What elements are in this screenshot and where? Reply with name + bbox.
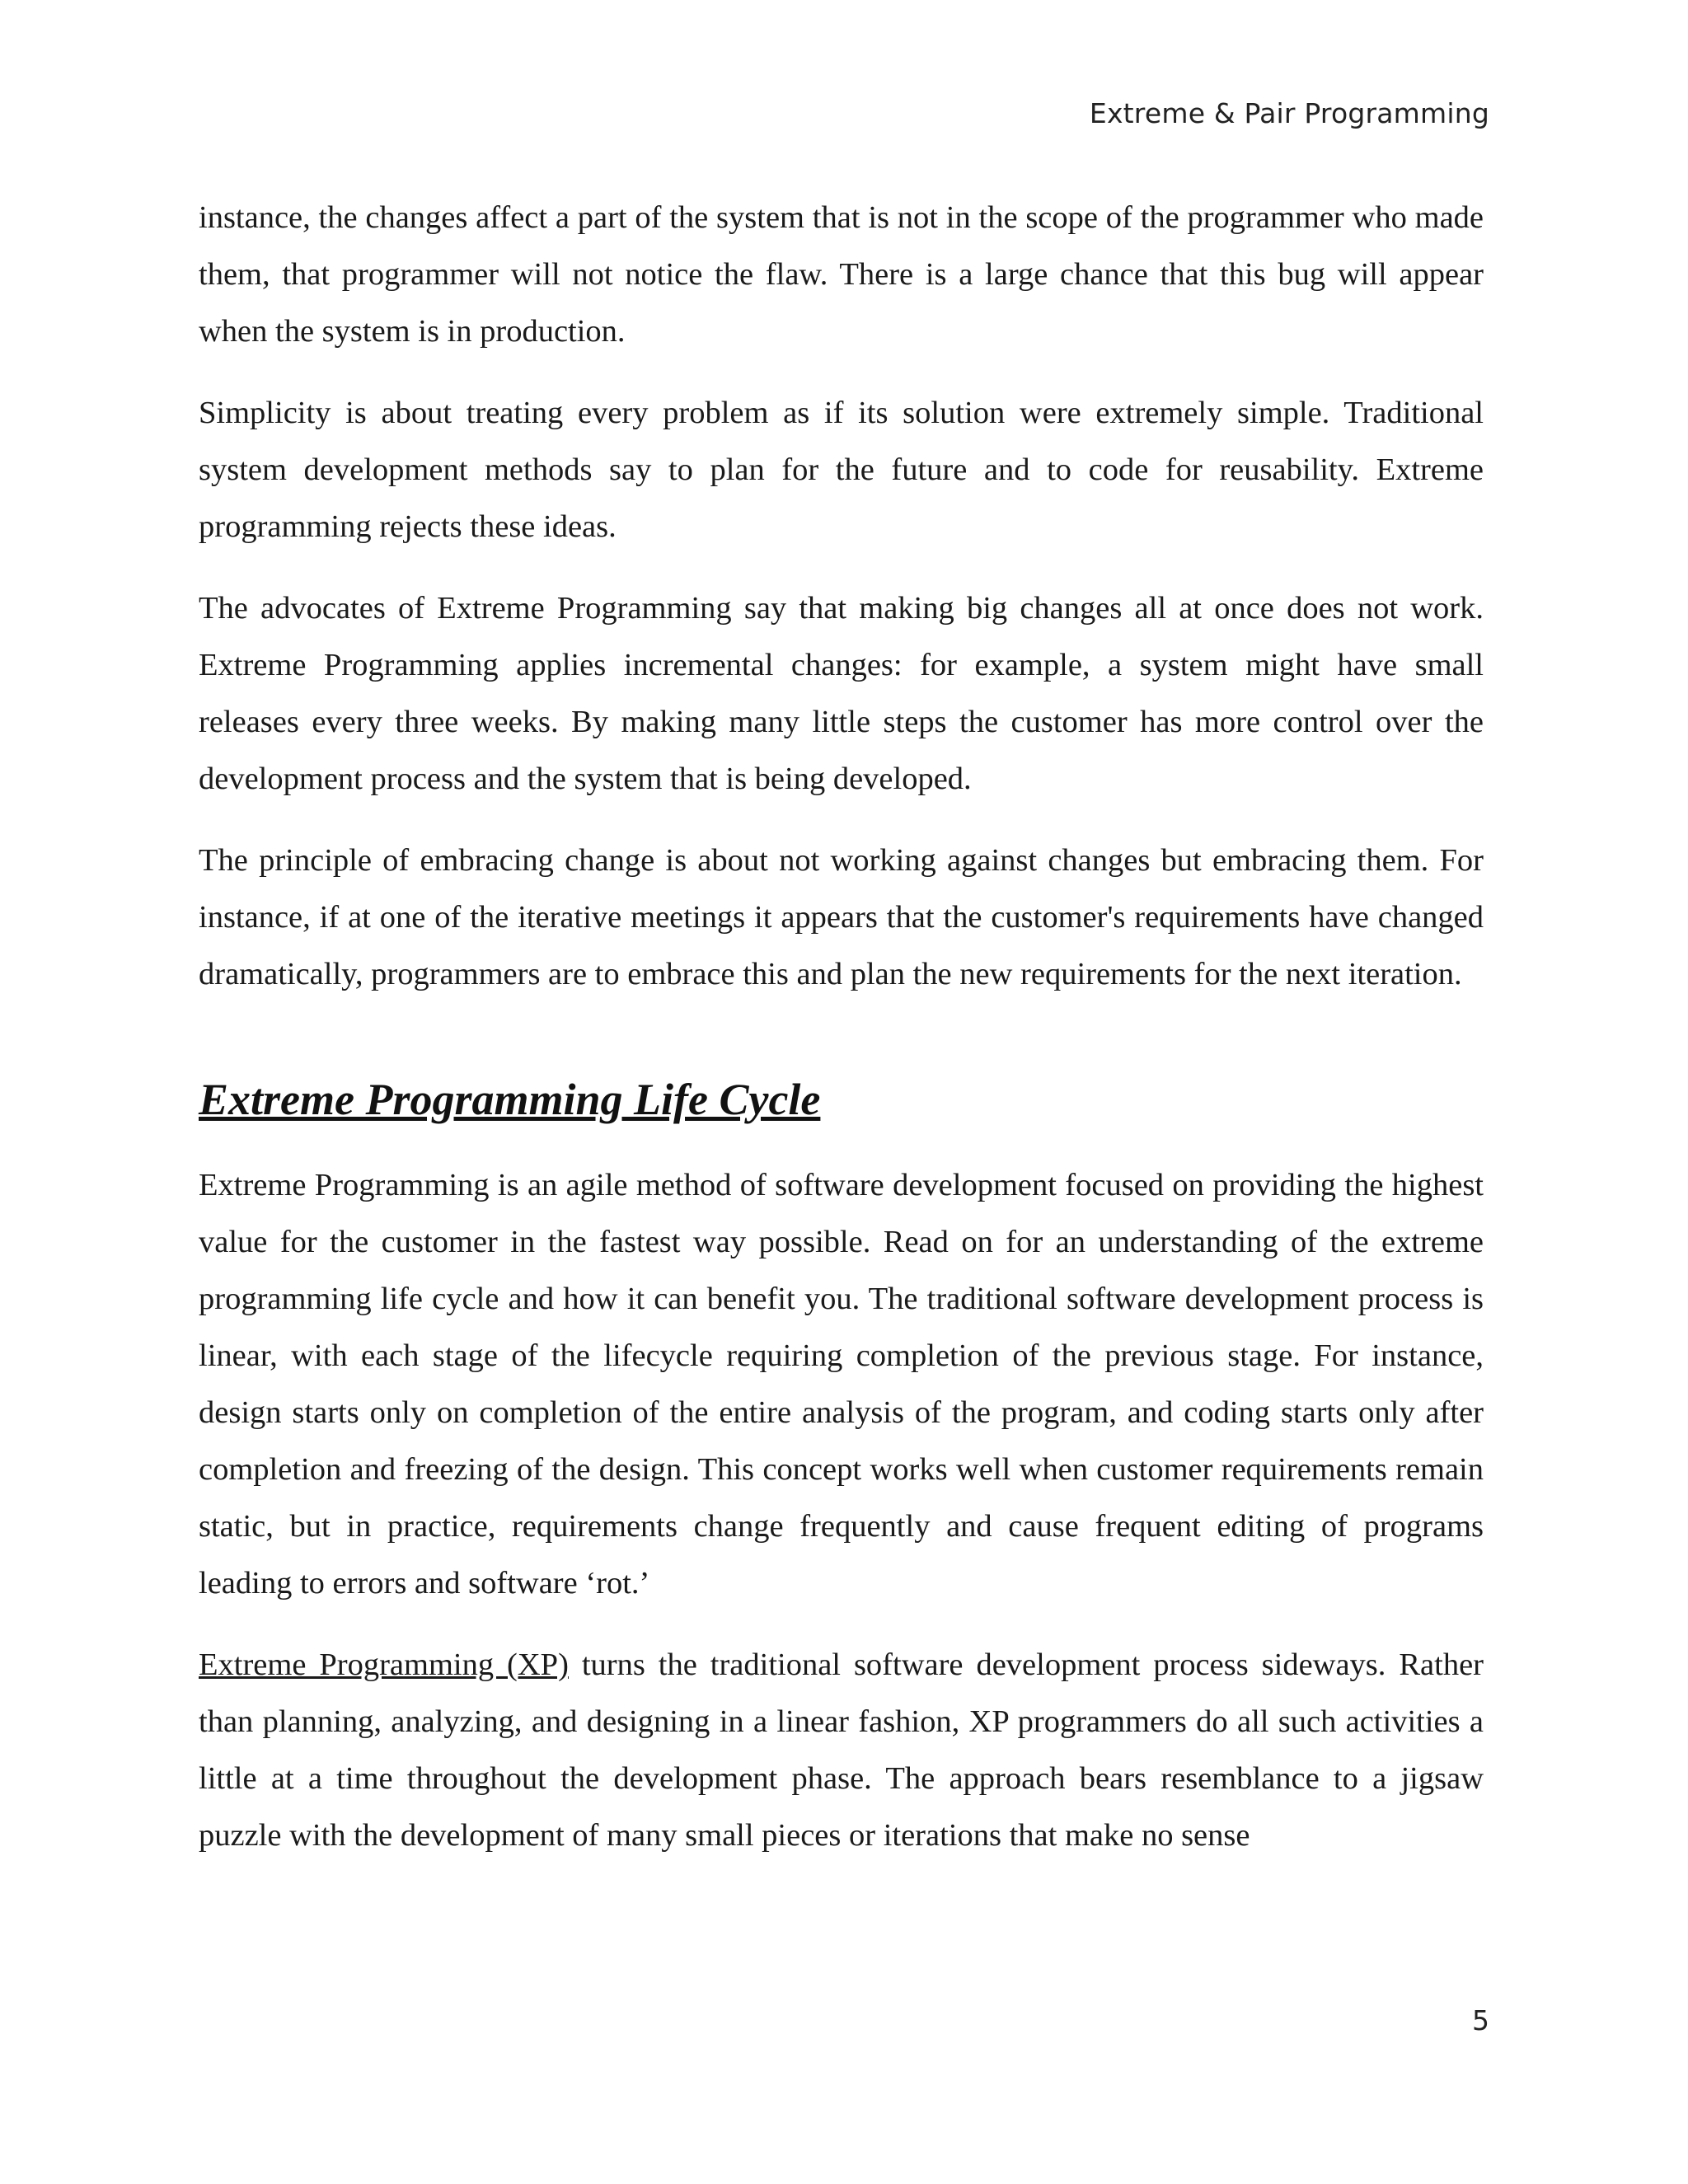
paragraph-life-cycle-intro: Extreme Programming is an agile method of software development focused on providing the highest value for the customer in the fastest way possible. Read on for an understanding of the extreme programming life cycle and how it can benefit you. The traditional software development process is linear, with each stage of the lifecycle requiring completion of the previous stage. For instance, design starts only on completion of the entire analysis of the program, and coding starts only after completion and freezing of the design. This concept works well when customer requirements remain static, but in practice, requirements change frequently and cause frequent editing of programs leading to errors and software ‘rot.’	[199, 1168, 1484, 1601]
paragraph-simplicity: Simplicity is about treating every problem as if its solution were extremely simple. Traditional system development methods say to plan for the future and to code for reusability. Extreme programming rejects these ideas.	[199, 396, 1484, 544]
paragraph-xp-sideways	[199, 1637, 1484, 1864]
paragraph-embracing-change: The principle of embracing change is about not working against changes but embracing them. For instance, if at one of the iterative meetings it appears that the customer's requirements have changed dramatically, programmers are to embrace this and plan the new requirements for the next iteration.	[199, 843, 1484, 991]
xp-link[interactable]: Extreme Programming (XP)	[199, 1647, 569, 1682]
page-number: 5	[1472, 2004, 1489, 2036]
running-header: Extreme & Pair Programming	[1089, 97, 1489, 129]
paragraph-incremental-changes: The advocates of Extreme Programming say that making big changes all at once does not work. Extreme Programming applies incremental changes: for example, a system might have small releases every three weeks. By making many little steps the customer has more control over the development process and the system that is being developed.	[199, 591, 1484, 796]
paragraph-continuation: instance, the changes affect a part of the system that is not in the scope of the programmer who made them, that programmer will not notice the flaw. There is a large chance that this bug will appear when the system is in production.	[199, 200, 1484, 349]
section-heading: Extreme Programming Life Cycle	[199, 1075, 821, 1124]
document-body	[199, 190, 1484, 1889]
paragraph-xp-text: turns the traditional software development process sideways. Rather than planning, analyzing, and designing in a linear fashion, XP programmers do all such activities a little at a time throughout the development phase. The approach bears resemblance to a jigsaw puzzle with the development of many small pieces or iterations that make no sense	[199, 1647, 1484, 1853]
